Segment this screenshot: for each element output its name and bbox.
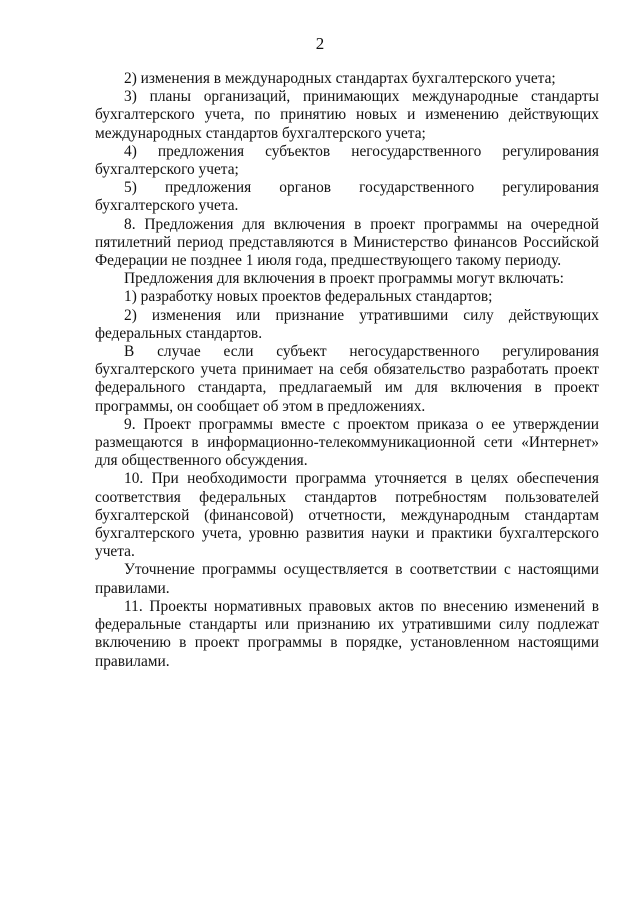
paragraph: 2) изменения или признание утратившими силу действующих федеральных стандартов. xyxy=(95,306,599,342)
paragraph: 1) разработку новых проектов федеральных стандартов; xyxy=(124,288,493,306)
paragraph: 9. Проект программы вместе с проектом приказа о ее утверждении размещаются в информационно-телекоммуникационной сети «Интернет» для общественного обсуждения. xyxy=(95,415,599,470)
paragraph: 4) предложения субъектов негосударственного регулирования бухгалтерского учета; xyxy=(95,142,599,179)
paragraph: 2) изменения в международных стандартах бухгалтерского учета; xyxy=(124,70,556,87)
paragraph: 11. Проекты нормативных правовых актов по внесению изменений в федеральные стандарты или признанию их утратившими силу подлежат включению в проект программы в порядке, установленном настоящими правилами. xyxy=(95,597,599,670)
paragraph: В случае если субъект негосударственного регулирования бухгалтерского учета принимает на себя обязательство разработать проект федерального стандарта, предлагаемый им для включения в проект программы, он сообщает об этом в предложениях. xyxy=(95,343,599,415)
paragraph: Уточнение программы осуществляется в соответствии с настоящими правилами. xyxy=(95,561,599,597)
paragraph: 3) планы организаций, принимающих международные стандарты бухгалтерского учета, по принятию новых и изменению действующих международных стандартов бухгалтерского учета; xyxy=(95,88,599,142)
paragraph: 5) предложения органов государственного регулирования бухгалтерского учета. xyxy=(95,179,599,215)
document-body xyxy=(95,70,599,671)
paragraph: Предложения для включения в проект программы могут включать: xyxy=(124,270,564,288)
paragraph: 8. Предложения для включения в проект программы на очередной пятилетний период представляются в Министерство финансов Российской Федерации не позднее 1 июля года, предшествующего такому периоду. xyxy=(95,215,599,270)
paragraph: 10. При необходимости программа уточняется в целях обеспечения соответствия федеральных стандартов потребностям пользователей бухгалтерской (финансовой) отчетности, международным стандартам бухгалтерского учета, уровню развития науки и практики бухгалтерского учета. xyxy=(95,470,599,561)
page-number: 2 xyxy=(315,34,325,53)
